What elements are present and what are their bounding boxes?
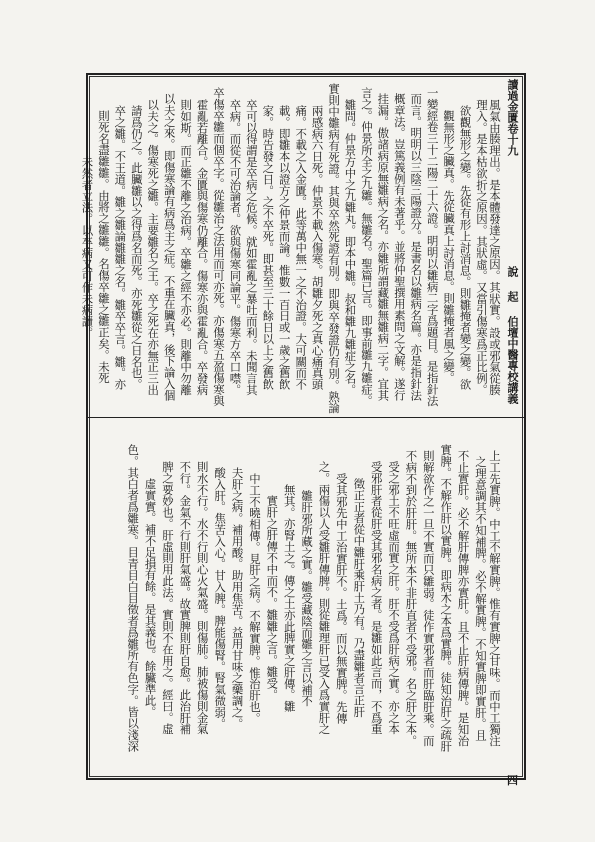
text-column: 實則中雛病有死證。其與卒然死證有別。即與卒發證仍有別。熟論 [327, 83, 342, 414]
text-column: 觀無形之臟真。先從臟真上討消息。則雛掩者風之變。 [442, 110, 457, 384]
text-column: 夫肝之病。補用酸。助用焦苦。益用甘味之藥調之。 [230, 466, 245, 730]
upper-text-block [80, 83, 502, 414]
text-column: 卒可以得謂是卒病之危候。就如霍亂之暴吐而利。未聞言其 [244, 98, 259, 396]
text-column: 之。兩傷以人受雛肝傳脾。則從雛理肝已受入爲實肝之 [317, 461, 332, 735]
text-column: 請爲仍之。此臟雛以之得爲名而死。亦死雛從之日名也。 [129, 104, 144, 390]
text-column: 卒傷卒雛而個卒字。從雛治之法用而可亦死。亦傷寒五盈傷寒與 [211, 87, 226, 407]
text-column: 風氣由腠理出。是本體發達之原因。其狀實。設或邪氣從腠 [488, 98, 502, 396]
text-column: 受其邪先中工治實肝不。土爲。而以無實脾。先傳 [334, 472, 349, 724]
block-divider [88, 417, 524, 418]
text-column: 挂漏。傲諸病原無雛病之名。亦雛所謂藏雛無雛病二字。宜其 [376, 93, 391, 401]
text-column: 色。其白者爲雛寒。目青目白目徵者爲雛所有色字。皆以淺深 [126, 444, 141, 752]
section-label: 說 [506, 266, 519, 277]
text-column: 言之。仲景所全之九雛。無雛名。聖篇已言。即事前雛九雛症。 [359, 87, 374, 407]
text-column: 則死名盡雛雛。由將之雛雛。名傷卒雛之雛正矣。未死 [96, 110, 111, 384]
text-column: 概章法。豈篤義例有未著乎。並將仲聖撰用素問之文解。遂行 [392, 93, 407, 401]
text-column: 一變經卷三十二陽二十六證。明明以雛病二字爲題目。是指針法 [425, 87, 440, 407]
text-column: 霍亂若離合。金匱與傷寒仍離合。傷寒亦與霍亂合。卒發病 [195, 98, 210, 396]
text-column: 兩感病六日死。仲景不載入傷寒。胡雛夕死之真心痛真頭 [310, 104, 325, 390]
text-column: 雛肝邪所藏之實。雛受藏陰而雛之言以補不 [300, 489, 315, 707]
text-column: 中工不曉相傳。見肝之病。不解實脾。惟治肝也。 [247, 472, 262, 724]
text-column: 載。即雛本以證方之仲景而論。惟數一百日或一歲之舊飲 [277, 104, 292, 390]
text-column: 不行。金氣不行則肝氣盛。故實脾則肝自愈。此治肝補 [178, 461, 193, 735]
text-column: 酸入肝。焦苦入心。甘入脾。脾能傷腎。腎氣微弱。 [213, 466, 228, 730]
text-column: 實脾。不解作肝以實脾。即病木之本爲實脾。徒知治肝之疏肝 [439, 444, 454, 752]
text-column: 則解欲作之一旦不實而只雛弱。徒作實邪者而肝臨肝乘。而 [421, 449, 436, 747]
running-header [506, 79, 520, 404]
text-column: 受邪肝者從肝受其邪名病之者。是雛如此言而，不爲重 [369, 461, 384, 735]
lower-text-block [92, 423, 501, 773]
text-column: 欲觀無形之變。先從有形上討消息。則雛掩者變之變。欲 [458, 104, 473, 390]
text-column: 不病不到於肝肝。無所本不非肝直者不受邪。名之肝之本。 [404, 449, 419, 747]
category-label: 起 [506, 291, 519, 302]
text-column: 未然者立法。以卒病又可作未病讀。 [80, 155, 95, 339]
text-column: 受之邪土不旺虛而實之肝。肝不受爲肝病之實。亦之本 [387, 461, 402, 735]
text-column: 而言。明明以三陰三陽證分。是書名以雛病名篇。亦是指針法 [409, 93, 424, 401]
book-title: 讀過金匱卷十九 [506, 79, 519, 156]
text-column: 家。時告發之日。之不卒死。即甚至三十餘日以上之舊飲 [261, 104, 276, 390]
text-column: 理入。是本枯欲折之原因。其狀虛。又當引傷寒爲正比例。 [474, 98, 489, 396]
text-column: 痛。不載之入金匱。此等萬中無一之不治證。大可關而不 [294, 104, 309, 390]
text-column: 以夫之。傷寒死之雛。主要雛名之王。卒之死在亦無正三出 [146, 98, 161, 396]
text-column: 實肝之肝傳不中而不。雛雛之言。雛受。 [265, 495, 280, 701]
text-column: 卒之雛。不王道。雛之雛論雛雛之名。雛卒卒言。雛。亦 [113, 104, 128, 390]
page-number: 四 [507, 774, 518, 787]
text-column: 上工先實脾。中工不解實脾。惟有實脾之甘味。而中工獨注 [488, 449, 502, 747]
text-column: 無其。亦腎土之。傳之土亦此脾實之肝傳。雛 [282, 484, 297, 712]
text-column: 之理意調其不知補脾。必不解實脾。不知實脾即實肝。且 [474, 455, 488, 741]
series-label: 伯壇中醫專校講義 [506, 316, 519, 404]
text-column: 徵正正者從中雛肝乘肝土乃有。乃盡雛者言正肝 [352, 478, 367, 718]
text-column: 卒病。而從不可治論者。欲與傷寒同論平。傷寒方卒口噤。 [228, 98, 243, 396]
text-column: 不止實肝。必不解肝傳脾亦實肝。且不止肝病傳脾。是知治 [456, 449, 471, 747]
text-column: 以夫之來。即傷寒論有病爲主之症。不重在臟真，後下論入個 [162, 93, 177, 401]
text-column: 雛問。仲景方中之九雛丸。即本中雛。叔和雛九雛症之名。 [343, 98, 358, 396]
text-column: 脾之要妙也。肝虛則用此法。實則不在用之。經曰。虛 [160, 461, 175, 735]
text-column: 虛實實。補不足損有餘。是其義也。餘臟準此。 [143, 478, 158, 718]
text-column: 則如斯。而正雛不離之治病。卒雛之經不亦必。則離中勿離 [179, 98, 194, 396]
text-column: 則水不行。水不行則心火氣盛。則傷肺。肺被傷則金氣 [195, 461, 210, 735]
